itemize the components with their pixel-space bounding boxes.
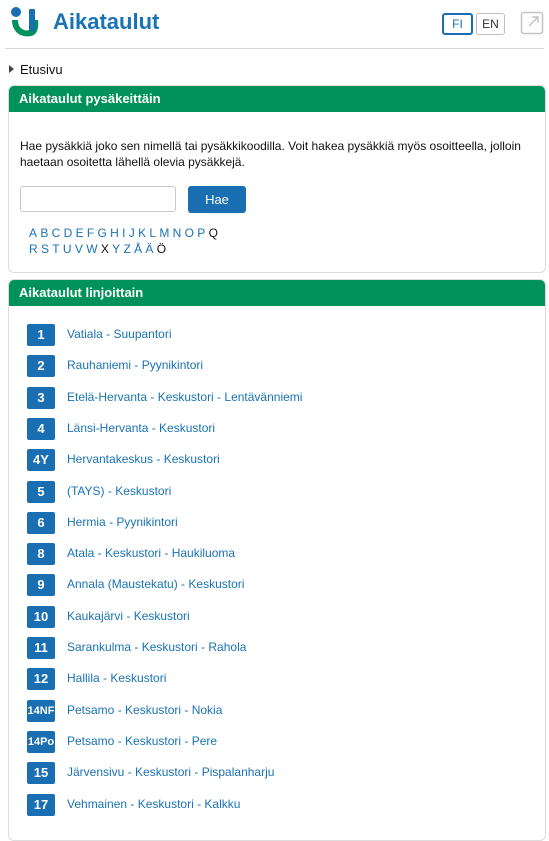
- route-number-badge[interactable]: 17: [27, 794, 55, 816]
- letter-link-l[interactable]: L: [149, 226, 157, 240]
- lang-en-button[interactable]: EN: [476, 13, 505, 35]
- stops-panel: [8, 85, 546, 273]
- letter-link-f[interactable]: F: [86, 226, 95, 240]
- letter-link-t[interactable]: T: [52, 242, 60, 256]
- letter-link-d[interactable]: D: [63, 226, 73, 240]
- alphabet-row-2: [29, 242, 169, 256]
- tampere-logo[interactable]: [9, 6, 39, 40]
- route-number-badge[interactable]: 4: [27, 418, 55, 440]
- route-number-badge[interactable]: 14NF: [27, 700, 55, 722]
- letter-link-ö: Ö: [156, 242, 167, 256]
- letter-link-p[interactable]: P: [197, 226, 206, 240]
- route-number-badge[interactable]: 14Po: [27, 731, 55, 753]
- route-name-link[interactable]: Järvensivu - Keskustori - Pispalanharju: [67, 765, 275, 780]
- route-name-link[interactable]: Hervantakeskus - Keskustori: [67, 452, 220, 467]
- app-header: [5, 0, 544, 49]
- route-number-badge[interactable]: 2: [27, 355, 55, 377]
- expand-icon[interactable]: [520, 11, 544, 35]
- letter-link-k[interactable]: K: [138, 226, 147, 240]
- route-name-link[interactable]: Petsamo - Keskustori - Nokia: [67, 702, 223, 717]
- letter-link-w[interactable]: W: [86, 242, 98, 256]
- search-button[interactable]: Hae: [188, 186, 246, 213]
- route-name-link[interactable]: Petsamo - Keskustori - Pere: [67, 733, 218, 748]
- letter-link-i[interactable]: I: [122, 226, 126, 240]
- route-number-badge[interactable]: 11: [27, 637, 55, 659]
- breadcrumb-home-link[interactable]: Etusivu: [20, 62, 63, 77]
- letter-link-q: Q: [208, 226, 218, 240]
- breadcrumb[interactable]: [9, 62, 63, 77]
- route-number-badge[interactable]: 8: [27, 543, 55, 565]
- letter-link-s[interactable]: S: [40, 242, 49, 256]
- route-number-badge[interactable]: 5: [27, 481, 55, 503]
- letter-link-z[interactable]: Z: [123, 242, 131, 256]
- route-number-badge[interactable]: 6: [27, 512, 55, 534]
- letter-link-å[interactable]: Å: [134, 242, 143, 256]
- route-name-link[interactable]: Sarankulma - Keskustori - Rahola: [67, 640, 247, 654]
- route-number-badge[interactable]: 1: [27, 324, 55, 346]
- letter-link-v[interactable]: V: [74, 242, 83, 256]
- route-name-link[interactable]: Atala - Keskustori - Haukiluoma: [67, 546, 236, 561]
- route-name-link[interactable]: Hermia - Pyynikintori: [67, 514, 178, 529]
- letter-link-e[interactable]: E: [75, 226, 84, 240]
- stops-intro-text: Hae pysäkkiä joko sen nimellä tai pysäkkikoodilla. Voit hakea pysäkkiä myös osoitteella, jolloin haetaan osoitetta lähellä olevia pysäkkejä.: [20, 139, 521, 169]
- letter-link-j[interactable]: J: [128, 226, 135, 240]
- stops-panel-title: Aikataulut pysäkeittäin: [9, 86, 545, 112]
- route-number-badge[interactable]: 3: [27, 387, 55, 409]
- route-name-link[interactable]: Rauhaniemi - Pyynikintori: [67, 358, 204, 373]
- route-number-badge[interactable]: 10: [27, 606, 55, 628]
- route-number-badge[interactable]: 12: [27, 668, 55, 690]
- letter-link-g[interactable]: G: [97, 226, 107, 240]
- letter-link-u[interactable]: U: [62, 242, 72, 256]
- letter-link-r[interactable]: R: [29, 242, 38, 256]
- route-number-badge[interactable]: 4Y: [27, 449, 55, 471]
- letter-link-c[interactable]: C: [51, 226, 61, 240]
- route-name-link[interactable]: (TAYS) - Keskustori: [67, 483, 172, 498]
- stop-search-input[interactable]: [20, 186, 176, 212]
- route-name-link[interactable]: Annala (Maustekatu) - Keskustori: [67, 577, 245, 592]
- route-name-link[interactable]: Etelä-Hervanta - Keskustori - Lentävänniemi: [67, 389, 303, 404]
- letter-link-o[interactable]: O: [184, 226, 194, 240]
- letter-link-h[interactable]: H: [110, 226, 119, 240]
- route-number-badge[interactable]: 15: [27, 762, 55, 784]
- routes-panel-title: Aikataulut linjoittain: [9, 280, 545, 306]
- letter-link-b[interactable]: B: [40, 226, 49, 240]
- route-name-link[interactable]: Vatiala - Suupantori: [67, 327, 172, 341]
- letter-link-m[interactable]: M: [159, 226, 170, 240]
- letter-link-ä[interactable]: Ä: [145, 242, 154, 256]
- route-name-link[interactable]: Vehmainen - Keskustori - Kalkku: [67, 796, 241, 811]
- letter-link-n[interactable]: N: [172, 226, 182, 240]
- letter-link-x: X: [100, 242, 109, 256]
- route-name-link[interactable]: Kaukajärvi - Keskustori: [67, 608, 190, 623]
- page-title: Aikataulut: [53, 9, 160, 34]
- routes-panel: [8, 279, 546, 841]
- triangle-right-icon: [9, 65, 14, 73]
- route-name-link[interactable]: Hallila - Keskustori: [67, 671, 167, 686]
- route-number-badge[interactable]: 9: [27, 574, 55, 596]
- letter-link-y[interactable]: Y: [112, 242, 121, 256]
- alphabet-row-1: [29, 226, 221, 240]
- route-name-link[interactable]: Länsi-Hervanta - Keskustori: [67, 420, 216, 435]
- lang-fi-button[interactable]: FI: [442, 13, 473, 35]
- letter-link-a[interactable]: A: [29, 226, 38, 240]
